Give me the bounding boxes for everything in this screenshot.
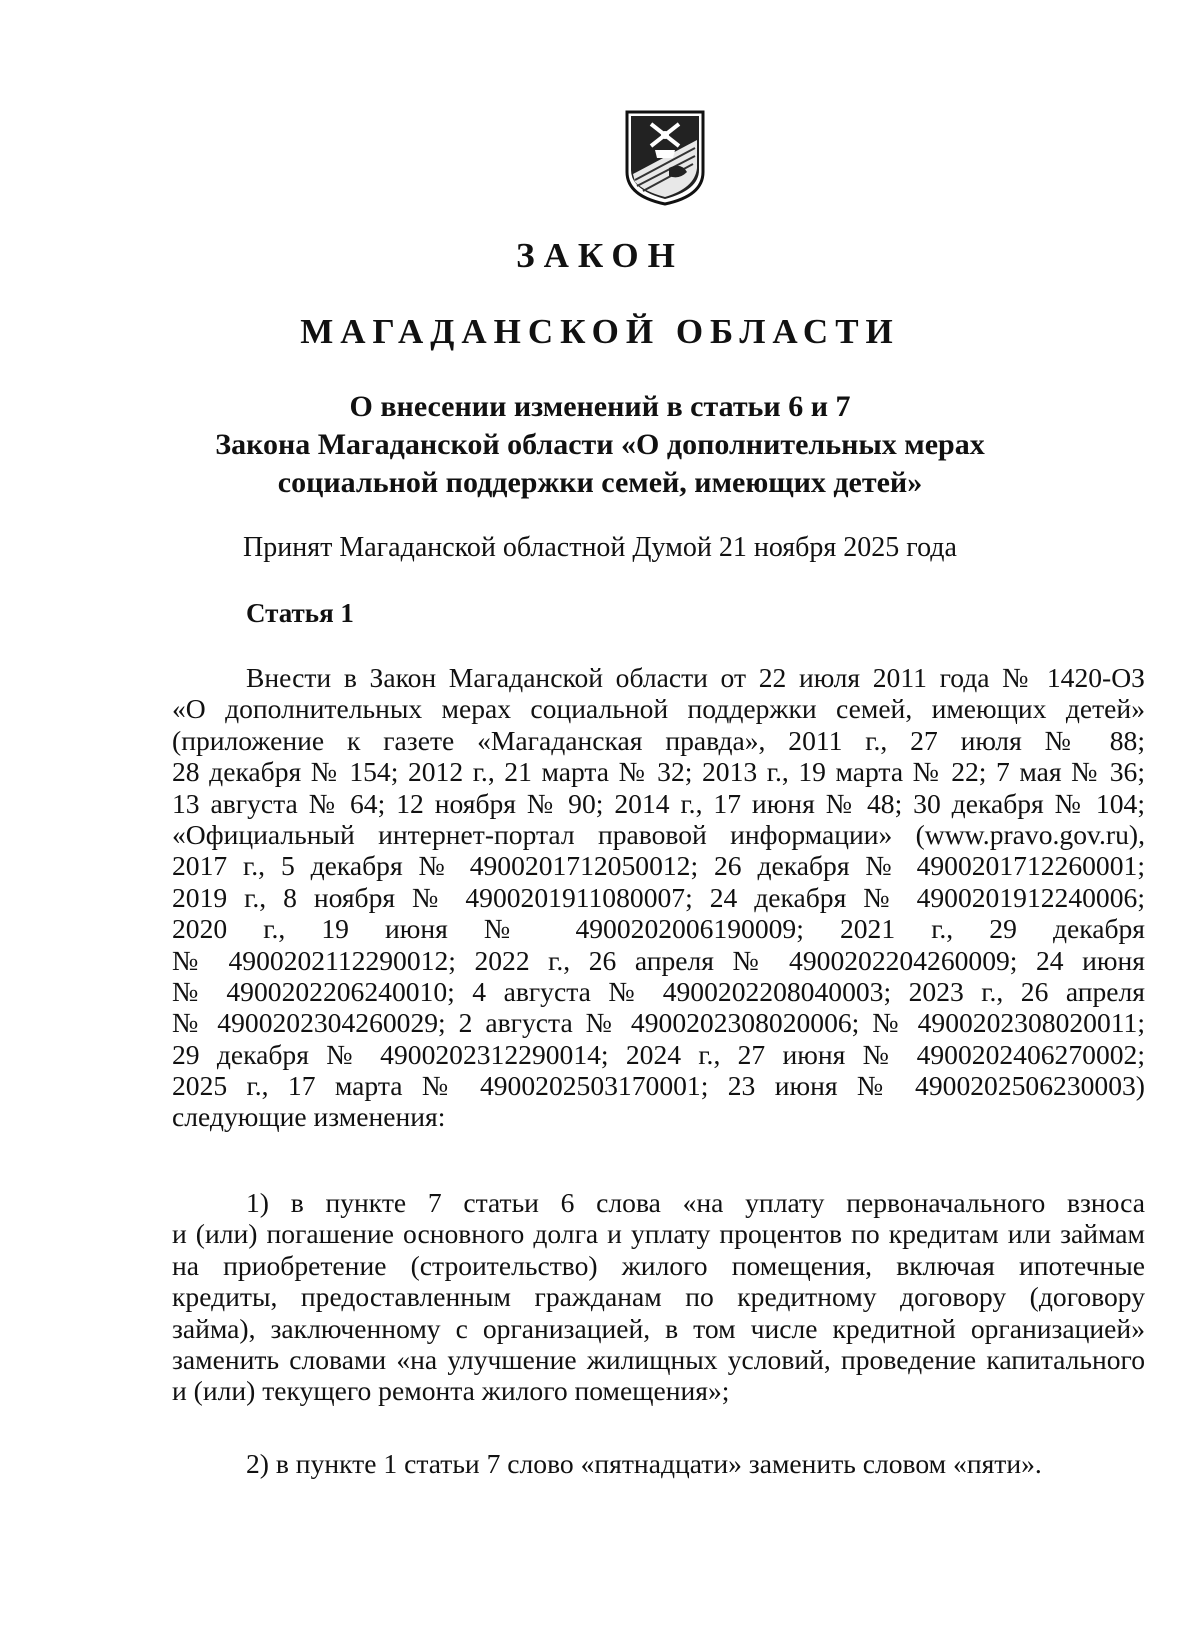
article-intro-paragraph — [172, 662, 1145, 1133]
amendment-item-2 — [172, 1448, 1145, 1479]
paragraph-line: № 4900202112290012; 2022 г., 26 апреля № 4900202204260009; 24 июня — [172, 944, 1145, 976]
paragraph-line: и (или) текущего ремонта жилого помещения»; — [172, 1375, 730, 1407]
paragraph-line: «Официальный интернет-портал правовой информации» (www.pravo.gov.ru), — [172, 818, 1145, 850]
paragraph-line: на приобретение (строительство) жилого помещения, включая ипотечные — [172, 1249, 1145, 1281]
document-type: ЗАКОН — [516, 236, 684, 275]
region-name: МАГАДАНСКОЙ ОБЛАСТИ — [300, 312, 900, 351]
paragraph-line: 2020 г., 19 июня № 4900202006190009; 2021 г., 29 декабря — [172, 913, 1145, 945]
paragraph-line: 2) в пункте 1 статьи 7 слово «пятнадцати» заменить словом «пяти». — [246, 1448, 1042, 1479]
paragraph-line: кредиты, предоставленным гражданам по кредитному договору (договору — [172, 1281, 1145, 1313]
paragraph-line: № 4900202304260029; 2 августа № 4900202308020006; № 4900202308020011; — [172, 1007, 1145, 1039]
paragraph-line: 2017 г., 5 декабря № 4900201712050012; 26 декабря № 4900201712260001; — [172, 850, 1145, 882]
magadan-coat-of-arms-icon — [625, 110, 705, 206]
paragraph-line: 2019 г., 8 ноября № 4900201911080007; 24 декабря № 4900201912240006; — [172, 881, 1145, 913]
paragraph-line: (приложение к газете «Магаданская правда», 2011 г., 27 июля № 88; — [172, 724, 1145, 756]
paragraph-line: займа), заключенному с организацией, в том числе кредитной организацией» — [172, 1312, 1145, 1344]
adoption-note: Принят Магаданской областной Думой 21 ноября 2025 года — [243, 532, 957, 563]
paragraph-line: и (или) погашение основного долга и уплату процентов по кредитам или займам — [172, 1218, 1145, 1250]
paragraph-line: 1) в пункте 7 статьи 6 слова «на уплату первоначального взноса — [246, 1187, 1145, 1218]
paragraph-line: 13 августа № 64; 12 ноября № 90; 2014 г., 17 июня № 48; 30 декабря № 104; — [172, 787, 1145, 819]
article-heading: Статья 1 — [246, 598, 354, 628]
paragraph-line: № 4900202206240010; 4 августа № 4900202208040003; 2023 г., 26 апреля — [172, 975, 1145, 1007]
paragraph-line: 29 декабря № 4900202312290014; 2024 г., 27 июня № 4900202406270002; — [172, 1038, 1145, 1070]
paragraph-line: 2025 г., 17 марта № 4900202503170001; 23 июня № 4900202506230003) — [172, 1070, 1145, 1102]
paragraph-line: 28 декабря № 154; 2012 г., 21 марта № 32; 2013 г., 19 марта № 22; 7 мая № 36; — [172, 756, 1145, 788]
paragraph-line: Внести в Закон Магаданской области от 22 июля 2011 года № 1420-ОЗ — [246, 662, 1145, 693]
law-title-line: О внесении изменений в статьи 6 и 7 — [349, 390, 851, 423]
law-title — [0, 388, 1200, 502]
paragraph-line: «О дополнительных мерах социальной поддержки семей, имеющих детей» — [172, 693, 1145, 725]
amendment-item-1 — [172, 1187, 1145, 1407]
paragraph-line: заменить словами «на улучшение жилищных условий, проведение капитального — [172, 1343, 1145, 1375]
law-title-line: Закона Магаданской области «О дополнительных мерах — [215, 428, 985, 461]
paragraph-line: следующие изменения: — [172, 1101, 446, 1133]
law-title-line: социальной поддержки семей, имеющих детей» — [277, 466, 923, 499]
